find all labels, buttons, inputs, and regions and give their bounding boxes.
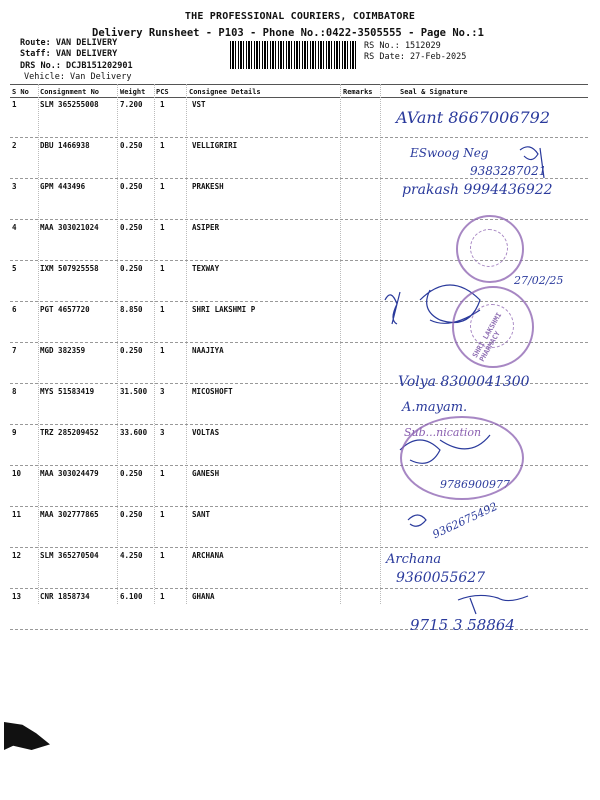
col-weight: Weight xyxy=(120,88,146,96)
row-sno: 13 xyxy=(12,592,22,601)
row-consignee: MICOSHOFT xyxy=(192,387,233,396)
row-sno: 1 xyxy=(12,100,17,109)
row-consignment: MAA 302777865 xyxy=(40,510,99,519)
col-consignment: Consignment No xyxy=(40,88,100,96)
signature-row-2a: ESwoog Neg xyxy=(410,146,489,160)
row-consignee: PRAKESH xyxy=(192,182,224,191)
row-consignment: IXM 507925558 xyxy=(40,264,99,273)
row-sno: 9 xyxy=(12,428,17,437)
signature-row-9a: A.mayam. xyxy=(402,400,468,415)
row-weight: 0.250 xyxy=(120,346,143,355)
signature-row-3: prakash 9994436922 xyxy=(402,182,553,198)
signature-row-12a: Archana xyxy=(386,552,442,567)
col-sno: S No xyxy=(12,88,29,96)
row-weight: 0.250 xyxy=(120,264,143,273)
seal-stamp-row-9 xyxy=(400,416,524,500)
row-pcs: 1 xyxy=(160,223,165,232)
row-consignee: ASIPER xyxy=(192,223,220,232)
row-pcs: 1 xyxy=(160,592,165,601)
staff: Staff: VAN DELIVERY xyxy=(20,49,118,59)
stamp-row-9: Sub...nication xyxy=(404,426,482,439)
rs-date: RS Date: 27-Feb-2025 xyxy=(364,52,467,62)
rs-number: RS No.: 1512029 xyxy=(364,41,441,51)
row-consignee: NAAJIYA xyxy=(192,346,224,355)
row-weight: 0.250 xyxy=(120,182,143,191)
row-weight: 0.250 xyxy=(120,510,143,519)
row-consignment: MAA 303021024 xyxy=(40,223,99,232)
vehicle: Vehicle: Van Delivery xyxy=(24,72,132,82)
company-name: THE PROFESSIONAL COURIERS, COIMBATORE xyxy=(184,11,416,22)
row-weight: 4.250 xyxy=(120,551,143,560)
row-weight: 31.500 xyxy=(120,387,148,396)
row-consignment: PGT 4657720 xyxy=(40,305,90,314)
row-pcs: 1 xyxy=(160,346,165,355)
col-remarks: Remarks xyxy=(343,88,373,96)
row-sno: 4 xyxy=(12,223,17,232)
row-sno: 3 xyxy=(12,182,17,191)
row-consignee: VELLIGRIRI xyxy=(192,141,238,150)
signature-row-8: Volya 8300041300 xyxy=(398,374,530,390)
stamp-text-row-6: SHRI LAKSHMI PHARMACY xyxy=(471,311,504,364)
row-consignee: TEXWAY xyxy=(192,264,220,273)
row-sno: 5 xyxy=(12,264,17,273)
row-consignment: GPM 443496 xyxy=(40,182,86,191)
row-consignment: SLM 365255008 xyxy=(40,100,99,109)
row-consignee: SANT xyxy=(192,510,211,519)
row-weight: 0.250 xyxy=(120,223,143,232)
row-sno: 10 xyxy=(12,469,22,478)
signature-row-12b: 9360055627 xyxy=(396,570,486,586)
row-pcs: 1 xyxy=(160,182,165,191)
row-sno: 11 xyxy=(12,510,22,519)
col-consignee: Consignee Details xyxy=(189,88,261,96)
row-pcs: 1 xyxy=(160,551,165,560)
row-pcs: 1 xyxy=(160,264,165,273)
signature-row-13: 9715 3 58864 xyxy=(410,616,515,634)
row-weight: 0.250 xyxy=(120,141,143,150)
row-consignment: DBU 1466938 xyxy=(40,141,90,150)
row-consignee: ARCHANA xyxy=(192,551,224,560)
row-pcs: 1 xyxy=(160,510,165,519)
row-pcs: 3 xyxy=(160,428,165,437)
seal-stamp-row-4 xyxy=(456,215,524,283)
row-consignment: MGD 382359 xyxy=(40,346,86,355)
signature-date: 27/02/25 xyxy=(514,274,564,287)
row-pcs: 1 xyxy=(160,469,165,478)
signature-row-11: 9362675492 xyxy=(430,499,500,542)
signature-row-1: AVant 8667006792 xyxy=(396,108,550,127)
row-consignment: CNR 1858734 xyxy=(40,592,90,601)
row-sno: 6 xyxy=(12,305,17,314)
row-weight: 8.850 xyxy=(120,305,143,314)
row-weight: 7.200 xyxy=(120,100,143,109)
row-sno: 2 xyxy=(12,141,17,150)
row-weight: 0.250 xyxy=(120,469,143,478)
route: Route: VAN DELIVERY xyxy=(20,38,118,48)
runsheet-title: Delivery Runsheet - P103 - Phone No.:0422-3505555 - Page No.:1 xyxy=(92,27,484,39)
row-sno: 7 xyxy=(12,346,17,355)
col-seal: Seal & Signature xyxy=(400,88,468,96)
row-consignee: SHRI LAKSHMI P xyxy=(192,305,256,314)
row-consignment: MYS 51583419 xyxy=(40,387,95,396)
row-sno: 12 xyxy=(12,551,22,560)
row-consignment: TRZ 285209452 xyxy=(40,428,99,437)
row-sno: 8 xyxy=(12,387,17,396)
seal-stamp-row-6 xyxy=(452,286,534,368)
row-weight: 6.100 xyxy=(120,592,143,601)
row-pcs: 1 xyxy=(160,100,165,109)
row-pcs: 3 xyxy=(160,387,165,396)
row-consignee: VST xyxy=(192,100,206,109)
row-pcs: 1 xyxy=(160,305,165,314)
signature-row-2b: 9383287021 xyxy=(470,164,547,178)
row-consignee: GANESH xyxy=(192,469,220,478)
row-consignee: GHANA xyxy=(192,592,215,601)
row-consignee: VOLTAS xyxy=(192,428,220,437)
row-weight: 33.600 xyxy=(120,428,148,437)
col-pcs: PCS xyxy=(156,88,169,96)
row-pcs: 1 xyxy=(160,141,165,150)
signature-row-10: 9786900977 xyxy=(440,478,510,491)
row-consignment: SLM 365270504 xyxy=(40,551,99,560)
drs-number: DRS No.: DCJB151202901 xyxy=(20,61,133,71)
row-consignment: MAA 303024479 xyxy=(40,469,99,478)
